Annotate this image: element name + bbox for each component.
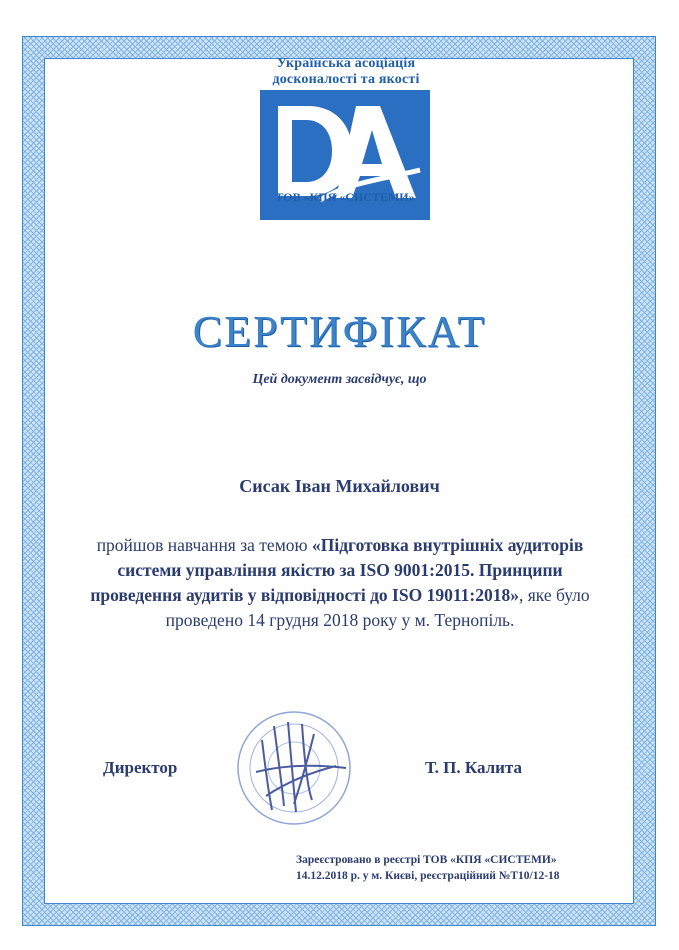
registry-line-1: Зареєстровано в реєстрі ТОВ «КПЯ «СИСТЕМИ» [296,854,557,866]
signer-position: Директор [103,758,178,777]
certificate-body-text [80,533,600,633]
issuer-logo-block [250,50,440,210]
course-title: «Підготовка внутрішніх аудиторів системи управління якістю за ISO 9001:2015. Принципи проведення аудитів у відповідності до ISO 19011:2018» [90,535,584,605]
body-after-title: , яке було проведено 14 грудня 2018 року у м. Тернопіль. [165,585,590,630]
certificate-title: СЕРТИФІКАТ [192,307,487,356]
association-name: Українська асоціація досконалості та якості [272,56,420,87]
signature-row [0,755,679,795]
registry-note [296,852,626,884]
certificate-subtitle: Цей документ засвідчує, що [252,372,427,387]
registry-line-2: 14.12.2018 р. у м. Києві, реєстраційний №Т10/12-18 [296,870,560,882]
recipient-name: Сисак Іван Михайлович [239,476,440,496]
signer-name: Т. П. Калита [425,758,523,777]
company-name: ТОВ «КПЯ «СИСТЕМИ» [275,190,415,204]
body-intro: пройшов навчання за темою [96,535,312,555]
